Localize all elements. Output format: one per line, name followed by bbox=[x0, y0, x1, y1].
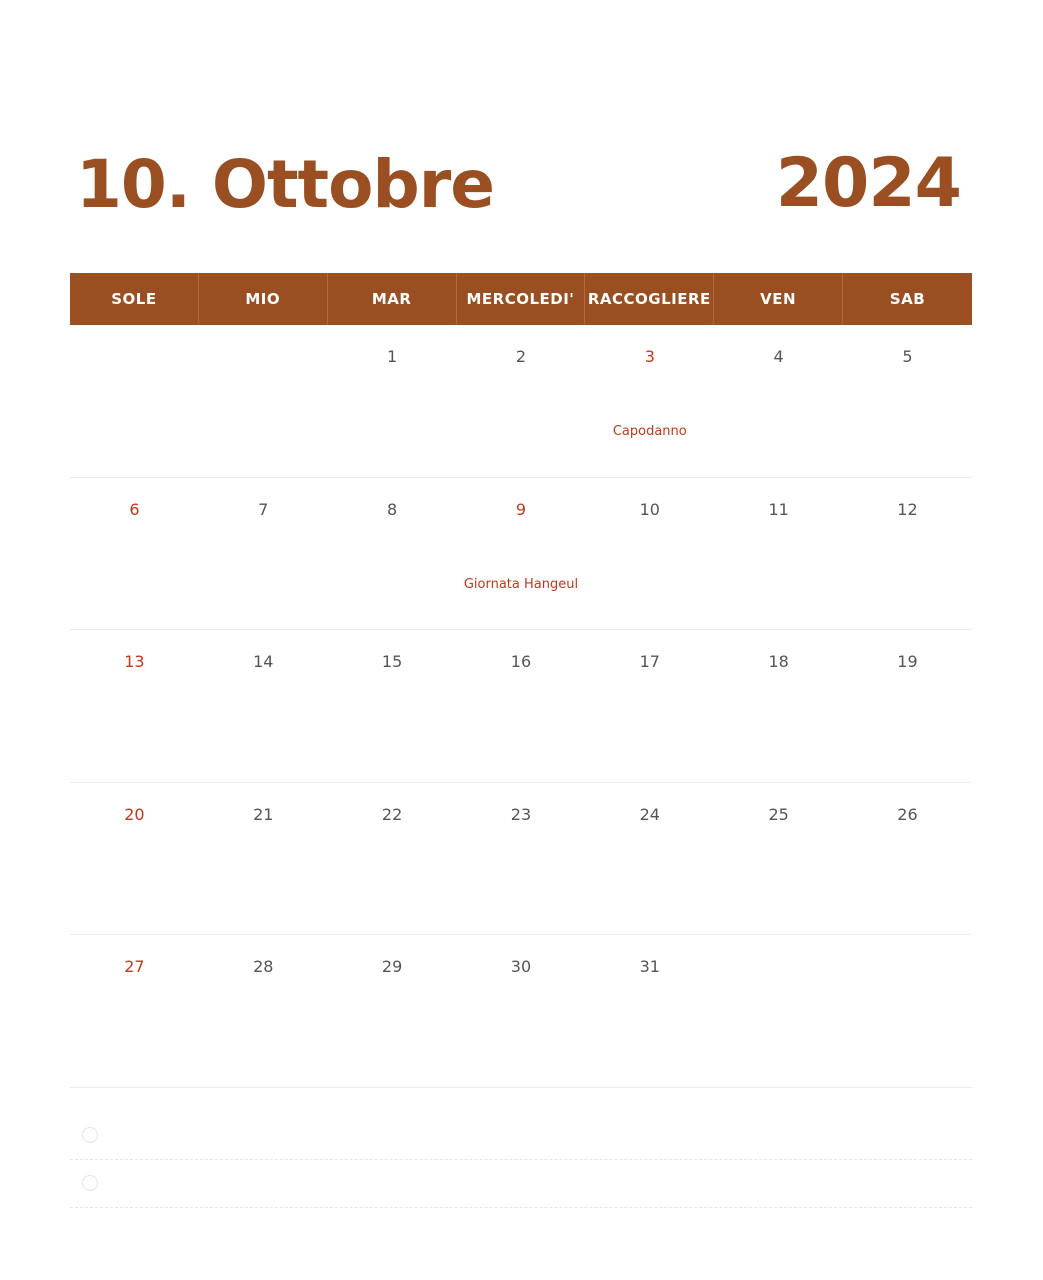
day-number: 4 bbox=[773, 347, 784, 366]
day-number: 22 bbox=[381, 804, 403, 824]
day-cell[interactable] bbox=[714, 478, 843, 630]
note-line[interactable] bbox=[70, 1160, 972, 1208]
calendar-week-row bbox=[70, 935, 972, 1088]
day-cell[interactable] bbox=[843, 630, 972, 782]
day-number: 29 bbox=[381, 957, 403, 977]
day-number: 7 bbox=[258, 499, 269, 519]
day-cell[interactable] bbox=[843, 325, 972, 477]
weekday-label: VEN bbox=[714, 273, 843, 325]
day-number: 24 bbox=[639, 804, 660, 824]
day-number: 30 bbox=[510, 957, 532, 977]
day-number: 3 bbox=[644, 347, 655, 366]
day-cell[interactable] bbox=[70, 935, 199, 1087]
day-cell[interactable] bbox=[843, 783, 972, 935]
day-number: 28 bbox=[253, 957, 274, 977]
day-cell[interactable] bbox=[328, 325, 457, 477]
day-cell[interactable] bbox=[70, 478, 199, 630]
checkbox-circle-icon[interactable] bbox=[82, 1175, 98, 1191]
weekday-label: SAB bbox=[889, 290, 926, 308]
note-line[interactable] bbox=[70, 1112, 972, 1160]
day-number: 9 bbox=[515, 499, 527, 519]
day-cell[interactable] bbox=[199, 478, 328, 630]
weekday-label: SOLE bbox=[70, 273, 199, 325]
day-number: 17 bbox=[639, 652, 660, 672]
weekday-label: MAR bbox=[328, 273, 457, 325]
day-cell[interactable] bbox=[457, 783, 586, 935]
day-cell[interactable] bbox=[199, 935, 328, 1087]
weekday-label: MIO bbox=[199, 273, 328, 325]
day-cell[interactable] bbox=[457, 325, 586, 477]
month-title: 10. Ottobre bbox=[76, 146, 494, 223]
day-cell[interactable] bbox=[328, 478, 457, 630]
notes-section bbox=[70, 1112, 972, 1208]
day-number: 6 bbox=[129, 499, 140, 519]
day-number: 21 bbox=[253, 804, 274, 824]
day-number: 20 bbox=[124, 804, 145, 824]
day-cell[interactable] bbox=[843, 478, 972, 630]
calendar-grid bbox=[70, 273, 972, 1088]
day-cell[interactable] bbox=[70, 783, 199, 935]
day-cell[interactable] bbox=[714, 630, 843, 782]
holiday-label: Giornata Hangeul bbox=[463, 576, 579, 592]
day-cell[interactable] bbox=[585, 630, 714, 782]
day-number: 15 bbox=[381, 652, 403, 672]
day-number: 10 bbox=[639, 499, 660, 519]
day-number: 11 bbox=[768, 499, 789, 519]
day-cell[interactable] bbox=[585, 935, 714, 1087]
year-title: 2024 bbox=[775, 144, 961, 223]
day-number: 14 bbox=[253, 652, 274, 672]
weekday-header bbox=[70, 273, 972, 325]
day-cell[interactable] bbox=[714, 325, 843, 477]
day-number: 12 bbox=[897, 499, 918, 519]
holiday-label: Capodanno bbox=[612, 424, 687, 439]
day-number: 26 bbox=[897, 804, 918, 824]
day-number: 25 bbox=[768, 804, 789, 824]
day-cell[interactable] bbox=[199, 783, 328, 935]
calendar-week-row bbox=[70, 325, 972, 478]
day-number: 13 bbox=[124, 652, 145, 672]
day-number: 31 bbox=[639, 957, 660, 977]
day-cell[interactable] bbox=[457, 630, 586, 782]
weekday-label: MERCOLEDI' bbox=[457, 273, 586, 325]
day-number: 8 bbox=[387, 499, 398, 519]
day-cell[interactable] bbox=[457, 478, 586, 630]
day-cell[interactable] bbox=[585, 325, 714, 477]
day-number: 27 bbox=[124, 957, 145, 977]
day-cell[interactable] bbox=[585, 478, 714, 630]
day-cell[interactable] bbox=[714, 783, 843, 935]
day-cell bbox=[70, 325, 199, 477]
day-cell[interactable] bbox=[328, 783, 457, 935]
checkbox-circle-icon[interactable] bbox=[82, 1127, 98, 1143]
day-cell[interactable] bbox=[328, 935, 457, 1087]
day-cell bbox=[843, 935, 972, 1087]
day-cell[interactable] bbox=[328, 630, 457, 782]
weeks-container bbox=[70, 325, 972, 1088]
day-number: 5 bbox=[902, 347, 913, 366]
day-cell bbox=[199, 325, 328, 477]
day-number: 18 bbox=[768, 652, 789, 672]
day-number: 2 bbox=[515, 347, 527, 366]
calendar-week-row bbox=[70, 478, 972, 631]
day-cell[interactable] bbox=[585, 783, 714, 935]
day-cell[interactable] bbox=[457, 935, 586, 1087]
day-number: 1 bbox=[387, 347, 398, 366]
day-number: 19 bbox=[897, 652, 918, 672]
day-cell[interactable] bbox=[70, 630, 199, 782]
day-number: 16 bbox=[510, 652, 532, 672]
day-number: 23 bbox=[510, 804, 532, 824]
calendar-week-row bbox=[70, 783, 972, 936]
day-cell[interactable] bbox=[199, 630, 328, 782]
day-cell bbox=[714, 935, 843, 1087]
calendar-week-row bbox=[70, 630, 972, 783]
weekday-label: RACCOGLIERE bbox=[585, 273, 714, 325]
